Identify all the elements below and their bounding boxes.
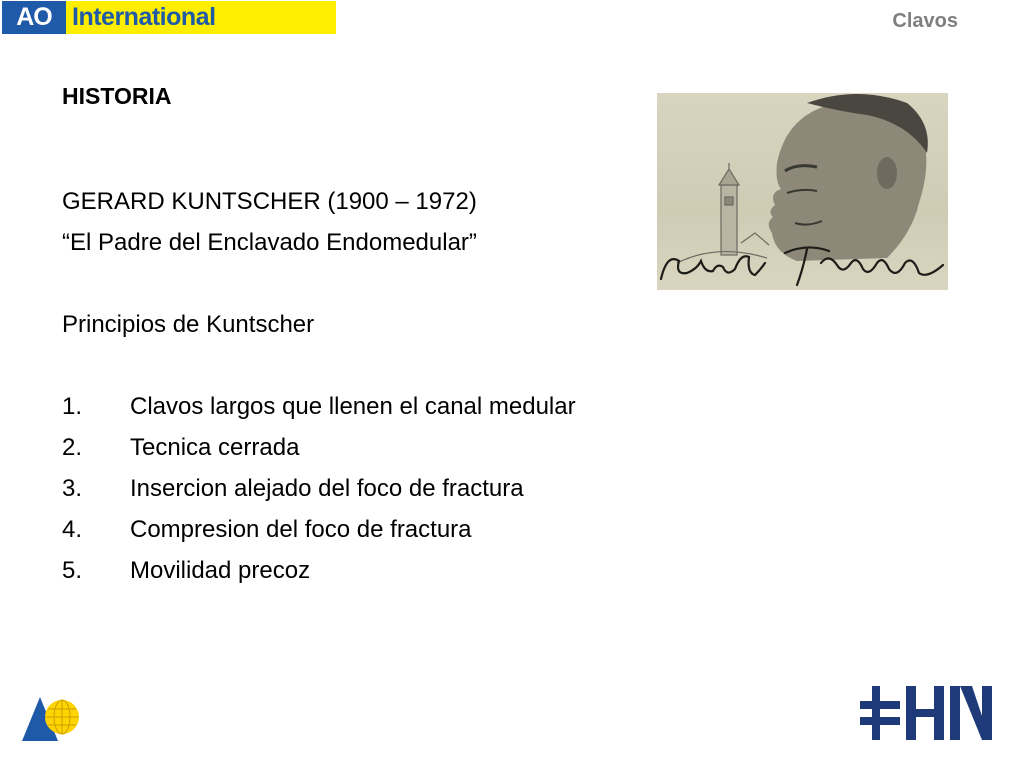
logo-ao-text: AO: [2, 1, 66, 34]
logo-international-text: International: [66, 1, 336, 34]
slide-header-title: Clavos: [892, 10, 958, 32]
tower-drawing: [677, 163, 769, 263]
ao-triangle-globe-logo: [22, 695, 82, 743]
list-item: 3. Insercion alejado del foco de fractura: [62, 475, 524, 502]
ao-international-logo: [2, 1, 336, 34]
list-item: 5. Movilidad precoz: [62, 557, 311, 584]
face-drawing: [769, 94, 928, 261]
quote-line: “El Padre del Enclavado Endomedular”: [62, 229, 477, 256]
list-item: 2. Tecnica cerrada: [62, 434, 300, 461]
principles-title: Principios de Kuntscher: [62, 311, 315, 338]
person-line: GERARD KUNTSCHER (1900 – 1972): [62, 188, 477, 215]
section-heading: HISTORIA: [62, 83, 172, 109]
list-item: 1. Clavos largos que llenen el canal medular: [62, 393, 576, 420]
portrait-photo: [657, 93, 948, 290]
hni-logo: [860, 686, 995, 740]
list-item: 4. Compresion del foco de fractura: [62, 516, 472, 543]
principles-list: [62, 393, 576, 598]
